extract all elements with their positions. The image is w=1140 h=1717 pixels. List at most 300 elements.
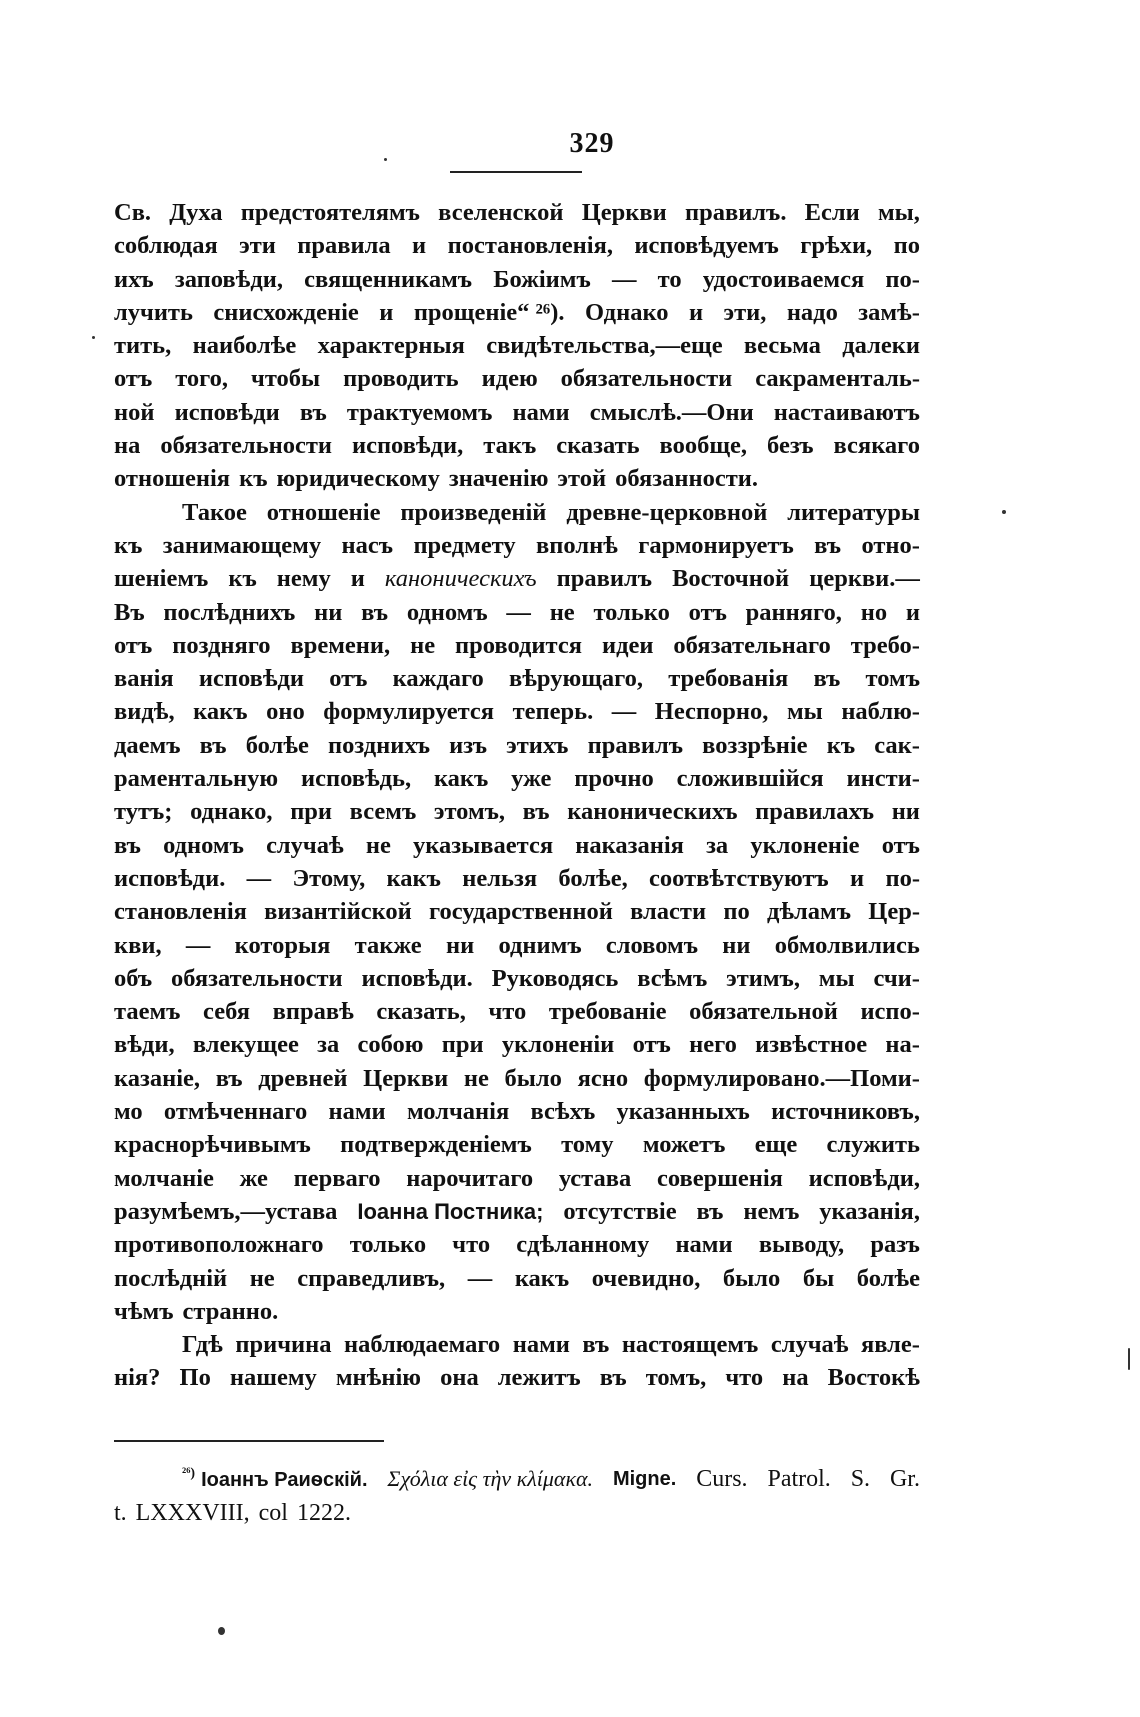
word: дѣламъ: [766, 898, 852, 926]
word: на: [782, 1364, 809, 1392]
word: противоположнаго: [114, 1231, 324, 1259]
word: смыслѣ.—Они: [589, 398, 754, 426]
word: нами: [675, 1231, 733, 1259]
word: объ: [114, 964, 153, 992]
word: теперь.: [512, 698, 594, 726]
text-line: [114, 1095, 920, 1128]
word: кви,: [114, 931, 162, 959]
word: источниковъ,: [771, 1098, 920, 1126]
text-line: [114, 629, 920, 662]
word: бы: [802, 1264, 835, 1292]
word: —: [185, 931, 211, 959]
footnote-word: 1222.: [296, 1500, 351, 1526]
word: Гдѣ: [182, 1331, 223, 1359]
word: литературы: [787, 498, 920, 526]
word: нами: [512, 1331, 570, 1359]
text-line: [114, 229, 920, 262]
word: словомъ: [605, 931, 698, 959]
word: за: [317, 1031, 340, 1059]
word: какъ: [514, 1264, 570, 1292]
word: не: [365, 831, 391, 859]
word: исповѣди.: [361, 964, 473, 992]
word: этой: [557, 465, 607, 493]
word: въ: [114, 831, 141, 859]
text-line: [114, 1195, 920, 1228]
word: въ: [813, 665, 841, 693]
word: Неспорно,: [654, 698, 769, 726]
word: —: [611, 265, 637, 293]
footnote-word: Gr.: [889, 1466, 920, 1492]
word: соблюдая: [114, 232, 218, 260]
word: прочно: [574, 765, 654, 793]
word: грѣхи,: [800, 232, 873, 260]
text-line: [114, 995, 920, 1028]
word: къ: [228, 565, 257, 593]
word: въ: [361, 598, 389, 626]
word: заповѣди,: [174, 265, 283, 293]
word: къ: [239, 465, 268, 493]
word: Въ: [114, 598, 145, 626]
word: въ: [599, 1364, 627, 1392]
word: правила: [297, 232, 391, 260]
word: Цер-: [868, 898, 920, 926]
word: томъ: [865, 665, 920, 693]
word: не: [549, 598, 575, 626]
word: поздняго: [172, 631, 271, 659]
word: всѣмъ: [637, 964, 708, 992]
word: обязательнаго: [673, 631, 831, 659]
text-line: [114, 829, 920, 862]
text-line: [114, 1295, 920, 1328]
word: времени,: [290, 631, 391, 659]
word: проводится: [455, 631, 582, 659]
word: вполнѣ: [536, 531, 618, 559]
footnote-greek-title: Σχόλια εἰς τὴν κλίμακα.: [387, 1466, 594, 1491]
word: —: [506, 598, 531, 626]
word: исповѣди: [174, 398, 280, 426]
text-line: [114, 296, 920, 329]
word: шеніемъ: [114, 565, 209, 593]
word: лежитъ: [497, 1364, 581, 1392]
word: отъ: [688, 598, 727, 626]
word: нія?: [114, 1364, 161, 1392]
word: требо-: [850, 631, 920, 659]
word: при: [290, 798, 333, 826]
text-line: [114, 695, 920, 728]
text-line: [114, 1062, 920, 1095]
word: по-: [885, 265, 920, 293]
word: уклоненіе: [750, 831, 860, 859]
word: Этому,: [292, 864, 366, 892]
word: устава: [558, 1164, 632, 1192]
word: отъ: [329, 665, 368, 693]
word: послѣдній: [114, 1264, 228, 1292]
word: какъ: [433, 765, 489, 793]
word: становленія: [114, 898, 247, 926]
word: гармонируетъ: [638, 531, 794, 559]
word: какъ: [193, 698, 248, 726]
word: каноническихъ: [567, 798, 738, 826]
word: что: [452, 1231, 491, 1259]
word: всякаго: [833, 432, 920, 460]
word: позднихъ: [328, 731, 431, 759]
word: томъ,: [645, 1364, 707, 1392]
word: явле-: [861, 1331, 920, 1359]
text-line: [114, 1162, 920, 1195]
text-line: [114, 1361, 920, 1394]
text-line: [114, 862, 920, 895]
text-line: [114, 1328, 920, 1361]
word: церкви.—: [809, 565, 920, 593]
word: нашему: [229, 1364, 317, 1392]
word: Духа: [169, 199, 223, 226]
word: обязательности: [171, 964, 343, 992]
word: такъ: [483, 432, 537, 460]
word: мо: [114, 1098, 143, 1126]
footnote-word: S.: [850, 1466, 871, 1492]
word: по: [723, 898, 750, 926]
word: того,: [175, 365, 229, 393]
word: къ: [826, 731, 856, 759]
word: еще: [754, 1131, 798, 1159]
word: тутъ;: [114, 798, 173, 826]
word: вселенской: [438, 199, 564, 226]
word: ной: [114, 398, 155, 426]
word: отъ: [114, 631, 153, 659]
text-line: [114, 263, 920, 296]
word: исповѣди,: [808, 1164, 920, 1192]
word: По: [179, 1364, 211, 1392]
footnote-word: t.: [114, 1500, 127, 1526]
word: соотвѣтствуютъ: [649, 864, 829, 892]
word: по-: [885, 864, 920, 892]
word: —: [611, 698, 637, 726]
word: болѣе: [856, 1264, 920, 1292]
word: предмету: [413, 531, 516, 559]
text-line: [114, 529, 920, 562]
word: трактуемомъ: [346, 398, 493, 426]
word: обмолвились: [774, 931, 920, 959]
footnote-marker: ²⁶): [182, 1466, 196, 1481]
word: подтвержденіемъ: [340, 1131, 532, 1159]
footnote-source: Migne.: [612, 1468, 677, 1490]
word: правилъ: [587, 731, 683, 759]
word: Руководясь: [491, 964, 619, 992]
word: мы: [818, 964, 855, 992]
word: странно.: [182, 1297, 279, 1325]
word: свидѣтельства,—еще: [486, 332, 723, 360]
word: какъ: [386, 864, 441, 892]
word: которыя: [234, 931, 331, 959]
word: этимъ,: [726, 964, 800, 992]
word: разумѣемъ,—устава: [114, 1197, 338, 1225]
word: извѣстное: [755, 1031, 868, 1059]
word: собою: [357, 1031, 424, 1059]
word: наблю-: [841, 698, 920, 726]
footnote-line: [114, 1462, 920, 1496]
word: можетъ: [642, 1131, 726, 1159]
word: обязательной: [689, 998, 838, 1026]
word: перваго: [293, 1164, 381, 1192]
word: случаѣ: [266, 831, 344, 859]
word: случаѣ: [770, 1331, 849, 1359]
word: отно-: [861, 531, 920, 559]
word: нами: [328, 1098, 386, 1126]
word: уклоненіи: [501, 1031, 615, 1059]
word: чѣмъ: [114, 1297, 174, 1325]
word: всѣхъ: [530, 1098, 596, 1126]
text-line: [114, 462, 920, 495]
word: занимающему: [162, 531, 322, 559]
text-line: [114, 795, 920, 828]
word: отъ: [114, 365, 153, 393]
word: уже: [511, 765, 552, 793]
word: замѣ-: [858, 298, 920, 326]
word: причина: [235, 1331, 332, 1359]
word: испо-: [860, 998, 920, 1026]
word: предстоятелямъ: [240, 199, 420, 226]
word: наказанія: [575, 831, 684, 859]
word: раментальную: [114, 765, 279, 793]
word: она: [440, 1364, 479, 1392]
word: въ: [522, 798, 550, 826]
word: мы,: [877, 199, 920, 226]
word: выводу,: [758, 1231, 845, 1259]
word: сдѣланному: [516, 1231, 650, 1259]
word: весьма: [743, 332, 821, 360]
word: то: [657, 265, 682, 293]
word: не: [249, 1264, 275, 1292]
word: казаніе,: [114, 1064, 201, 1092]
word: идею: [481, 365, 538, 393]
footnote-word: col: [258, 1500, 288, 1526]
text-line: [114, 1228, 920, 1261]
word: этомъ,: [433, 798, 506, 826]
word: древне-церковной: [566, 498, 768, 526]
word: Восточной: [672, 565, 790, 593]
word: обязательности: [160, 432, 332, 460]
word: Такое: [182, 498, 247, 526]
footnotes: [114, 1462, 920, 1530]
word: было: [722, 1264, 781, 1292]
word: краснорѣчивымъ: [114, 1131, 311, 1159]
word: къ: [114, 531, 143, 559]
text-line: [114, 895, 920, 928]
word: очевидно,: [591, 1264, 701, 1292]
word: нельзя: [462, 864, 538, 892]
word: влекущее: [192, 1031, 299, 1059]
word: за: [706, 831, 729, 859]
word: нему: [276, 565, 331, 593]
word: тому: [561, 1131, 614, 1159]
main-text: [114, 196, 920, 1395]
page-number: 329: [569, 128, 615, 159]
word: эти: [239, 232, 276, 260]
word: власти: [630, 898, 707, 926]
word: сакраменталь-: [755, 365, 920, 393]
word: совершенія: [656, 1164, 783, 1192]
word: счи-: [873, 964, 920, 992]
word: сложившійся: [676, 765, 824, 793]
word: въ: [215, 1064, 243, 1092]
word: нарочитаго: [406, 1164, 534, 1192]
word: чтобы: [251, 365, 321, 393]
word: служить: [826, 1131, 920, 1159]
word: исповѣди.: [114, 864, 226, 892]
word: отмѣченнаго: [163, 1098, 308, 1126]
footnote-word: LXXXVIII,: [135, 1500, 250, 1526]
word: формулируется: [323, 698, 495, 726]
footnote-word: Curs.: [696, 1466, 748, 1492]
word: не: [410, 631, 436, 659]
word: ихъ: [114, 265, 154, 293]
word: при: [441, 1031, 484, 1059]
word: ни: [722, 931, 751, 959]
word: сказать,: [376, 998, 466, 1026]
word: насъ: [341, 531, 394, 559]
text-line: [114, 329, 920, 362]
word: снисхожденіе: [213, 298, 359, 326]
word: ясно: [577, 1064, 629, 1092]
word: не: [463, 1064, 489, 1092]
word: въ: [199, 731, 227, 759]
word: даемъ: [114, 731, 181, 759]
footnote-word: Patrol.: [767, 1466, 831, 1492]
word: Церкви: [363, 1064, 449, 1092]
word: лучить: [114, 298, 193, 326]
word: и: [412, 232, 427, 260]
word: въ: [299, 398, 327, 426]
text-line: [114, 196, 920, 229]
word: воззрѣніе: [702, 731, 808, 759]
word: и: [905, 598, 920, 626]
text-line: [114, 929, 920, 962]
word: характерныя: [317, 332, 465, 360]
word: Іоанна Постника;: [357, 1198, 544, 1224]
word: правилъ: [556, 565, 653, 593]
text-line: [114, 362, 920, 395]
word: тить,: [114, 332, 172, 360]
word: исповѣди,: [351, 432, 464, 460]
word: было: [504, 1064, 562, 1092]
word: удостоиваемся: [702, 265, 865, 293]
word: молчанія: [406, 1098, 510, 1126]
word: Св.: [114, 199, 152, 226]
word: одномъ: [406, 598, 488, 626]
word: каноническихъ: [384, 565, 537, 593]
word: священникамъ: [304, 265, 473, 293]
word: вѣрующаго,: [508, 665, 644, 693]
word: надо: [786, 298, 838, 326]
footnote-separator: [114, 1440, 384, 1442]
word: формулировано.—Поми-: [643, 1064, 920, 1092]
text-line: [114, 1128, 920, 1161]
word: отношенія: [114, 465, 231, 493]
word: отношеніе: [266, 498, 381, 526]
word: значенію: [448, 465, 549, 493]
word: требованіе: [548, 998, 667, 1026]
word: наблюдаемаго: [344, 1331, 501, 1359]
text-line: [114, 762, 920, 795]
word: ванія: [114, 665, 174, 693]
word: безъ: [767, 432, 814, 460]
word: ни: [891, 798, 920, 826]
word: послѣднихъ: [163, 598, 296, 626]
word: каждаго: [392, 665, 484, 693]
text-line: [114, 496, 920, 529]
text-line: [114, 962, 920, 995]
text-line: [114, 729, 920, 762]
word: Если: [804, 199, 860, 226]
word: отъ: [881, 831, 920, 859]
word: ни: [445, 931, 475, 959]
word: однако,: [190, 798, 273, 826]
word: оно: [266, 698, 305, 726]
word: прощеніе“ ²⁶).: [413, 298, 565, 326]
word: же: [239, 1164, 268, 1192]
word: юридическому: [276, 465, 440, 493]
word: Божіимъ: [493, 265, 591, 293]
page-number-rule: [450, 171, 582, 173]
word: исповѣди: [198, 665, 305, 693]
word: обязательности: [560, 365, 733, 393]
word: —: [467, 1264, 493, 1292]
word: произведеній: [400, 498, 547, 526]
word: на: [114, 432, 141, 460]
word: въ: [582, 1331, 610, 1359]
word: и: [850, 864, 865, 892]
word: въ: [814, 531, 842, 559]
word: вправѣ: [272, 998, 354, 1026]
word: только: [349, 1231, 427, 1259]
word: молчаніе: [114, 1164, 214, 1192]
footnote-line: [114, 1496, 920, 1530]
word: мнѣнію: [335, 1364, 422, 1392]
word: этихъ: [506, 731, 569, 759]
word: инсти-: [846, 765, 920, 793]
word: древней: [258, 1064, 348, 1092]
word: правилахъ: [755, 798, 875, 826]
word: что: [725, 1364, 764, 1392]
word: и: [379, 298, 394, 326]
word: обязанности.: [615, 465, 758, 493]
word: требованія: [668, 665, 789, 693]
word: проводить: [343, 365, 459, 393]
word: однимъ: [498, 931, 582, 959]
word: исповѣдь,: [300, 765, 412, 793]
word: справедливъ,: [297, 1264, 446, 1292]
word: византійской: [264, 898, 412, 926]
word: государственной: [428, 898, 613, 926]
word: правилъ.: [684, 199, 787, 226]
word: настаиваютъ: [773, 398, 920, 426]
word: него: [689, 1031, 737, 1059]
word: ранняго,: [745, 598, 842, 626]
word: настоящемъ: [621, 1331, 759, 1359]
word: видѣ,: [114, 698, 175, 726]
word: одномъ: [163, 831, 244, 859]
word: идеи: [601, 631, 654, 659]
word: въ: [696, 1197, 724, 1225]
word: указанныхъ: [616, 1098, 750, 1126]
word: Востокѣ: [827, 1364, 920, 1392]
word: нами: [512, 398, 570, 426]
word: таемъ: [114, 998, 181, 1026]
word: вообще,: [659, 432, 748, 460]
word: Однако: [584, 298, 669, 326]
text-line: [114, 596, 920, 629]
word: вѣди,: [114, 1031, 175, 1059]
